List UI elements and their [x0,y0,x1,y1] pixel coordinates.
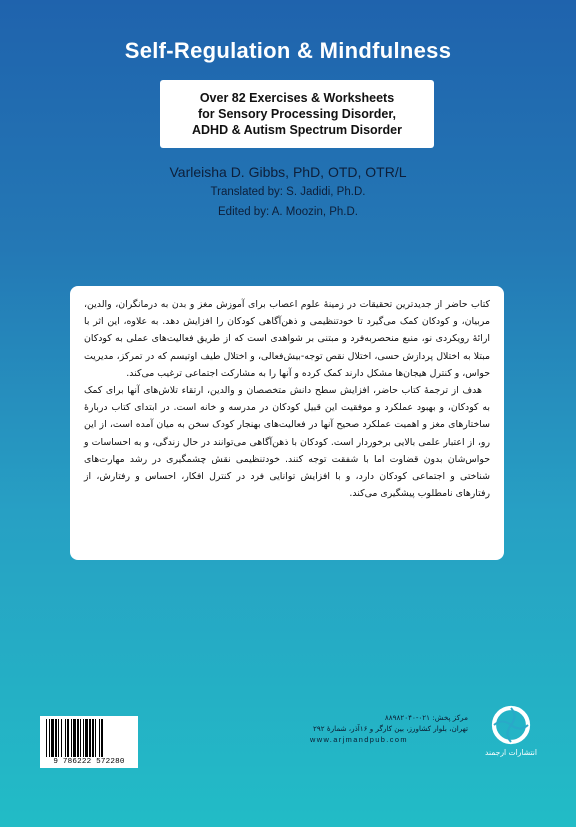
subtitle-panel [160,80,434,148]
description-panel [70,286,504,560]
swirl-logo-icon [488,702,534,748]
subtitle-line-1: Over 82 Exercises & Worksheets [199,91,395,105]
barcode-icon [43,719,135,757]
description-paragraph-2: هدف از ترجمهٔ کتاب حاضر، افزایش سطح دانش متخصصان و والدین، ارتقاء تلاش‌های آنها برای کمک به کودکان، و بهبود عملکرد و موفقیت این قبیل کودکان در مدرسه و خانه است. در ابتدای کتاب دربارهٔ ساختارهای مغز و اهمیت عملکرد صحیح آنها در فعالیت‌های بهنجار کودک سخن به میان آمده است، از این رو، از اعتبار علمی بالایی برخوردار است. کودکان با ذهن‌آگاهی می‌توانند در حال زندگی، و به احساسات و حواس‌شان بدون قضاوت اما با شفقت توجه کنند. خودتنظیمی نقش چشمگیری در رشد مهارت‌های شناختی و اجتماعی کودکان دارد، و با افزایش توانایی فرد در کنترل افکار، احساس و رفتارش، از رفتارهای نامطلوب پیشگیری می‌کند. [84,385,490,500]
publisher-contact [310,712,468,745]
description-paragraph-1: کتاب حاضر از جدیدترین تحقیقات در زمینهٔ علوم اعصاب برای آموزش مغز و بدن به درمانگران، والدین، مربیان، و کودکان کمک می‌گیرد تا خودتنظیمی و ذهن‌آگاهی کودکان را افزایش دهد. به علاوه، این اثر با ارائهٔ رویکردی نو، منبع منحصربه‌فرد و مبتنی بر شواهدی است که از طریق فعالیت‌های عملی به کودکان مبتلا به اختلال پردازش حسی، اختلال نقص توجه-بیش‌فعالی، و اختلال طیف اوتیسم که در تمرکز، مدیریت حواس، و کنترل هیجان‌ها مشکل دارند کمک کرده و آنها را به مشارکت اجتماعی ترغیب می‌کند. [84,299,490,379]
credits [0,162,576,222]
book-title: Self-Regulation & Mindfulness [124,38,452,63]
translator: Translated by: S. Jadidi, Ph.D. [210,186,366,198]
address-line: تهران، بلوار کشاورز، بین کارگر و ۱۶آذر، شمارهٔ ۲۹۲ [313,724,468,733]
author-name: Varleisha D. Gibbs, PhD, OTD, OTR/L [169,164,407,180]
publisher-name: انتشارات ارجمند [484,748,538,757]
publisher-logo [478,702,544,772]
subtitle-line-2: for Sensory Processing Disorder, [198,107,396,121]
barcode-number: 9 786222 572280 [53,758,125,766]
website: www.arjmandpub.com [310,735,408,744]
barcode [40,716,138,768]
editor: Edited by: A. Moozin, Ph.D. [218,206,358,218]
distribution-line: مرکز پخش: ۰۲۱-۸۸۹۸۲۰۴۰ [384,713,468,722]
subtitle-line-3: ADHD & Autism Spectrum Disorder [192,123,402,137]
